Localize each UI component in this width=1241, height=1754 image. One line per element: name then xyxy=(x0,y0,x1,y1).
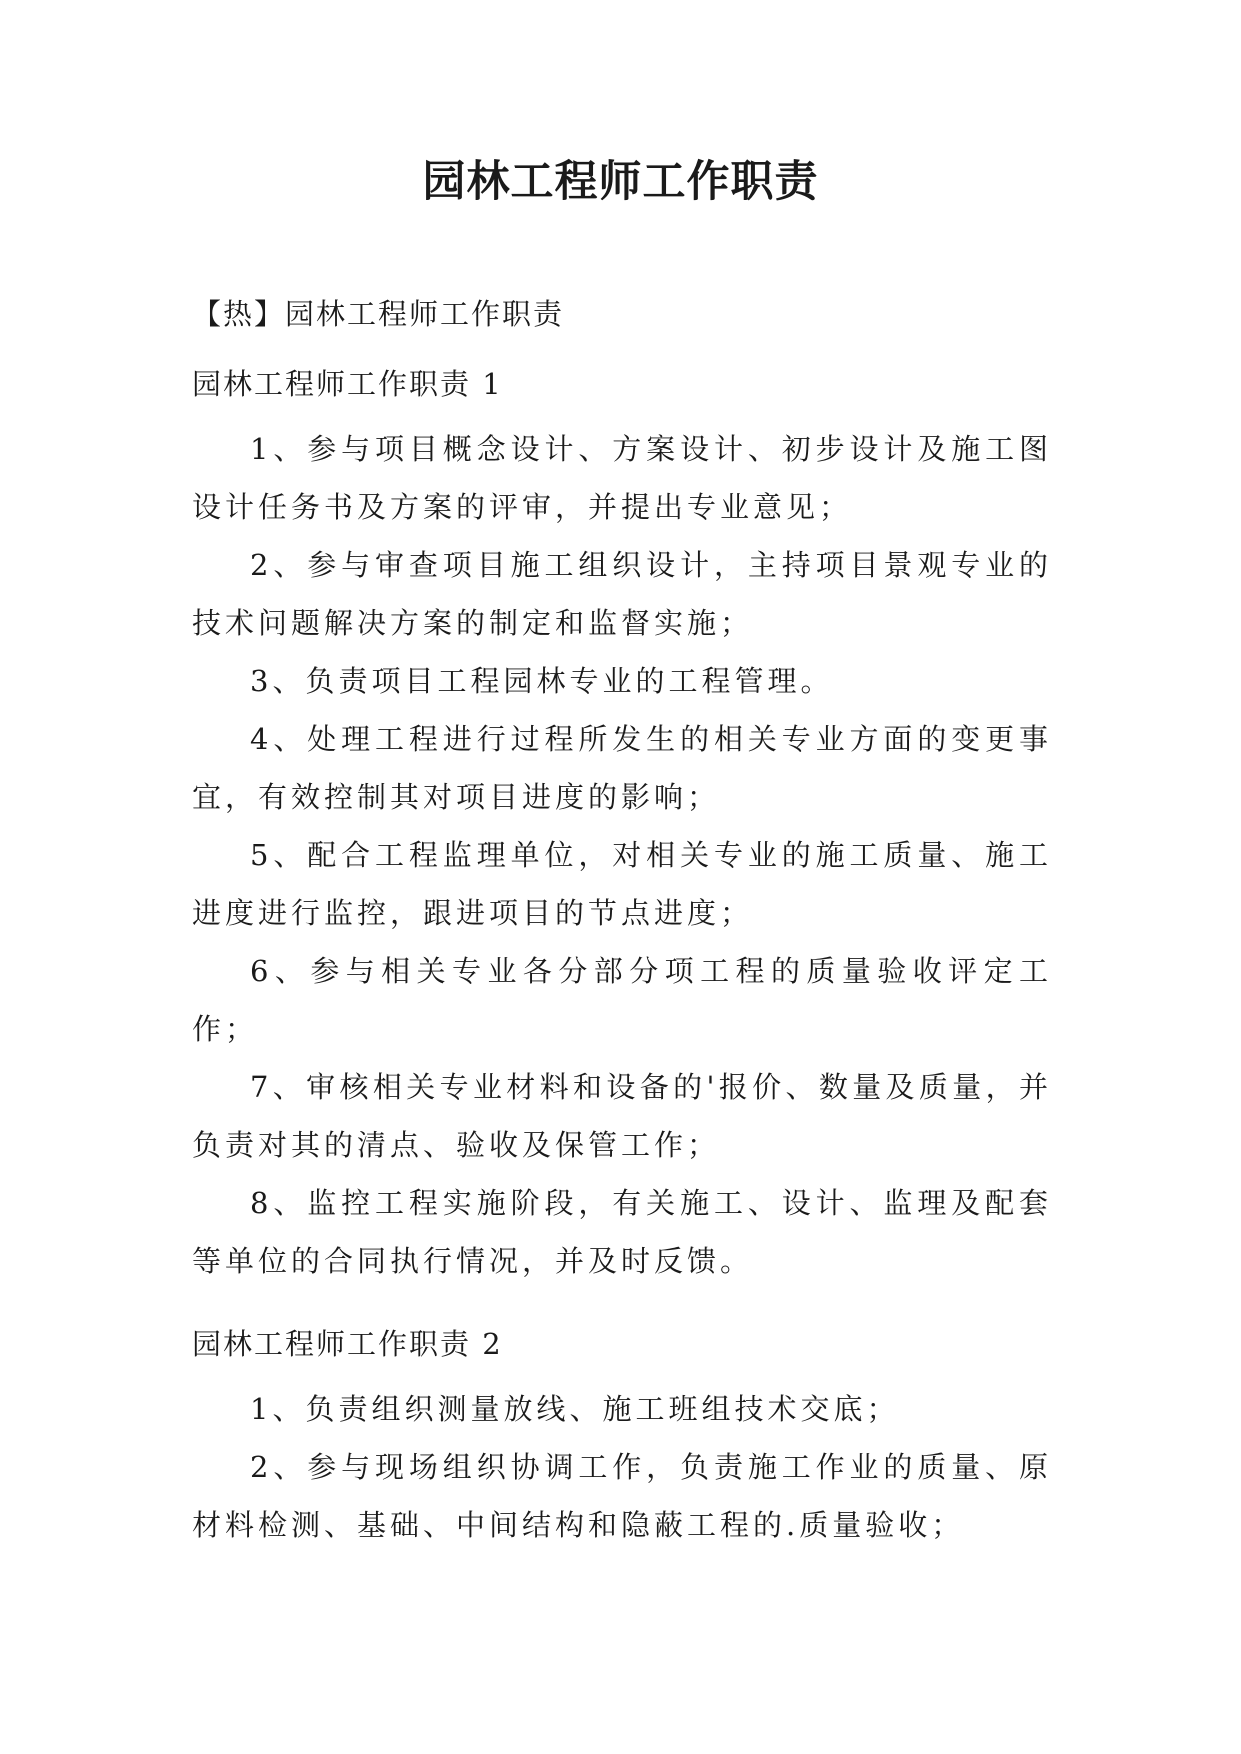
duty-list xyxy=(192,1380,1052,1554)
document-title: 园林工程师工作职责 xyxy=(422,157,819,207)
duty-item: 6、参与相关专业各分部分项工程的质量验收评定工作； xyxy=(192,954,1052,1046)
duty-item: 3、负责项目工程园林专业的工程管理。 xyxy=(250,664,834,698)
duty-item: 1、参与项目概念设计、方案设计、初步设计及施工图设计任务书及方案的评审，并提出专业意见； xyxy=(192,432,1052,524)
duty-item: 8、监控工程实施阶段，有关施工、设计、监理及配套等单位的合同执行情况，并及时反馈。 xyxy=(192,1186,1052,1278)
intro-line: 【热】园林工程师工作职责 xyxy=(192,297,565,331)
duty-item: 4、处理工程进行过程所发生的相关专业方面的变更事宜，有效控制其对项目进度的影响； xyxy=(192,722,1052,814)
section-heading: 园林工程师工作职责 1 xyxy=(192,367,503,401)
section-2 xyxy=(192,1322,1052,1554)
duty-item: 7、审核相关专业材料和设备的'报价、数量及质量，并负责对其的清点、验收及保管工作； xyxy=(192,1070,1052,1162)
duty-item: 2、参与审查项目施工组织设计，主持项目景观专业的技术问题解决方案的制定和监督实施； xyxy=(192,548,1052,640)
section-heading: 园林工程师工作职责 2 xyxy=(192,1327,503,1361)
section-1 xyxy=(192,362,1052,1290)
duty-list xyxy=(192,420,1052,1290)
duty-item: 2、参与现场组织协调工作，负责施工作业的质量、原材料检测、基础、中间结构和隐蔽工程的.质量验收； xyxy=(192,1450,1052,1542)
duty-item: 5、配合工程监理单位，对相关专业的施工质量、施工进度进行监控，跟进项目的节点进度； xyxy=(192,838,1052,930)
duty-item: 1、负责组织测量放线、施工班组技术交底； xyxy=(250,1392,900,1426)
